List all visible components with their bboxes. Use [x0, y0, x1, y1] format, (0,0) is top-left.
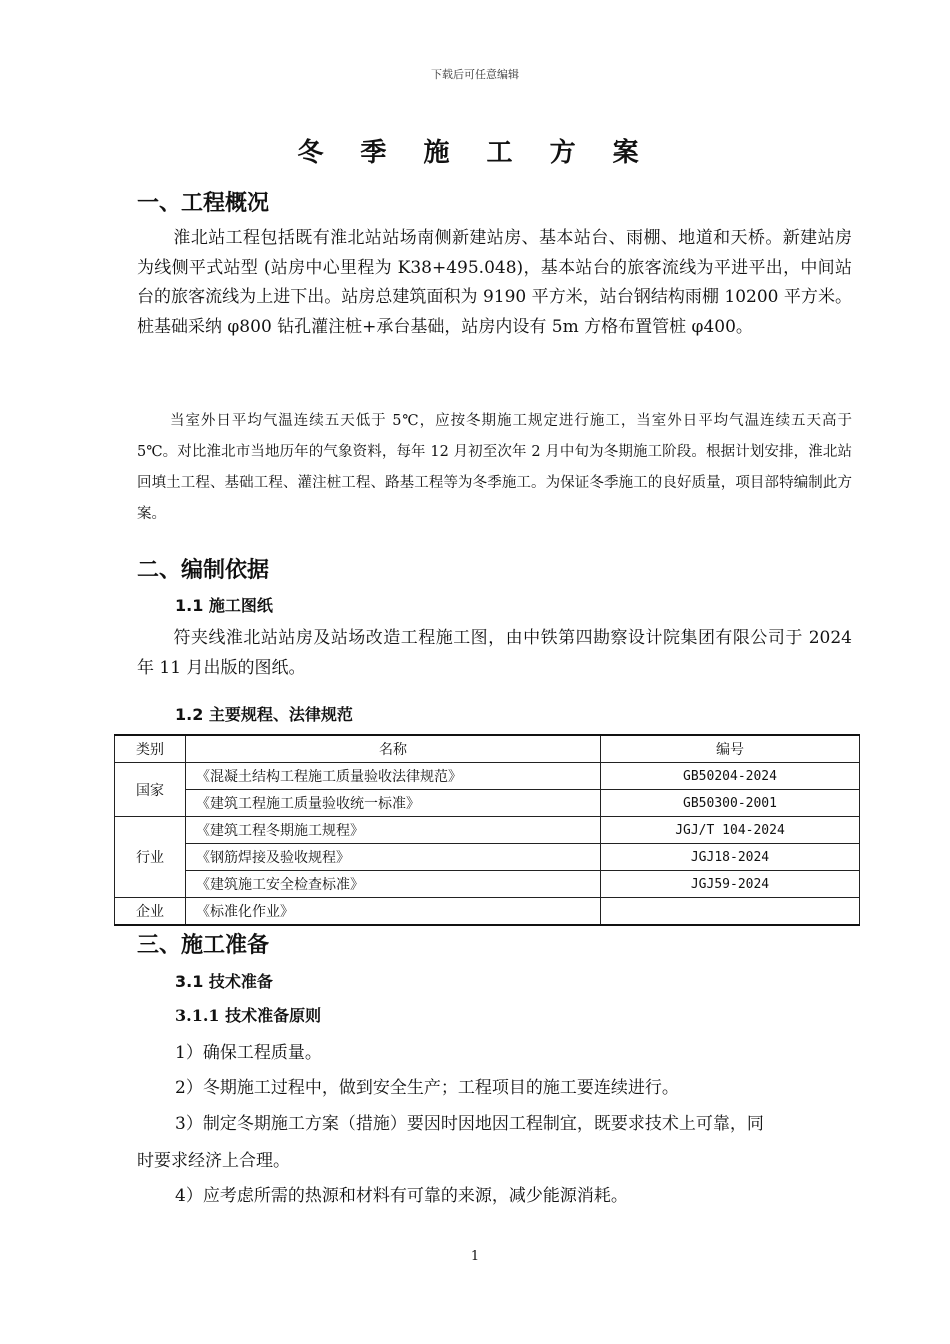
- col-header-category: 类别: [115, 735, 186, 763]
- subheading-standards: 1.2 主要规程、法律规范: [175, 705, 353, 724]
- list-item: 1）确保工程质量。: [175, 1043, 322, 1063]
- category-cell: 企业: [115, 898, 186, 926]
- section-heading-overview: 一、工程概况: [137, 191, 270, 216]
- table-header-row: [115, 735, 860, 763]
- code-cell: JGJ59-2024: [601, 871, 860, 898]
- name-cell: 《钢筋焊接及验收规程》: [186, 844, 601, 871]
- standards-table: [114, 734, 860, 926]
- section-heading-basis: 二、编制依据: [137, 558, 270, 583]
- col-header-code: 编号: [601, 735, 860, 763]
- name-cell: 《建筑施工安全检查标准》: [186, 871, 601, 898]
- table-row: [115, 790, 860, 817]
- overview-paragraph-1: [137, 224, 852, 342]
- subheading-tech-prep: 3.1 技术准备: [175, 972, 273, 991]
- name-cell: 《建筑工程施工质量验收统一标准》: [186, 790, 601, 817]
- name-cell: 《建筑工程冬期施工规程》: [186, 817, 601, 844]
- name-cell: 《标准化作业》: [186, 898, 601, 926]
- list-item: 2）冬期施工过程中，做到安全生产；工程项目的施工要连续进行。: [175, 1078, 679, 1098]
- subheading-tech-prep-principles: 3.1.1 技术准备原则: [175, 1006, 322, 1025]
- code-cell: GB50300-2001: [601, 790, 860, 817]
- overview-paragraph-1-text: 淮北站工程包括既有淮北站站场南侧新建站房、基本站台、雨棚、地道和天桥。新建站房为线侧平式站型 (站房中心里程为 K38+495.048)，基本站台的旅客流线为平进平出，中间站台的旅客流线为上进下出。站房总建筑面积为 9190 平方米，站台钢结构雨棚 10200 平方米。桩基础采纳 φ800 钻孔灌注桩+承台基础，站房内设有 5m 方格布置管桩 φ400。: [137, 228, 852, 337]
- code-cell: GB50204-2024: [601, 763, 860, 790]
- drawings-paragraph: [137, 624, 852, 683]
- table-row: [115, 844, 860, 871]
- list-item: 4）应考虑所需的热源和材料有可靠的来源，减少能源消耗。: [175, 1186, 628, 1206]
- table-row: [115, 871, 860, 898]
- section-heading-preparation: 三、施工准备: [137, 933, 270, 958]
- table-row: [115, 763, 860, 790]
- header-note: 下载后可任意编辑: [431, 68, 519, 81]
- category-cell: 国家: [115, 763, 186, 817]
- col-header-name: 名称: [186, 735, 601, 763]
- name-cell: 《混凝土结构工程施工质量验收法律规范》: [186, 763, 601, 790]
- subheading-drawings: 1.1 施工图纸: [175, 596, 273, 615]
- overview-paragraph-2: [137, 406, 852, 530]
- table-row: [115, 898, 860, 926]
- drawings-paragraph-text: 符夹线淮北站站房及站场改造工程施工图，由中铁第四勘察设计院集团有限公司于 2024 年 11 月出版的图纸。: [137, 628, 852, 678]
- page-number: 1: [470, 1249, 480, 1264]
- list-item-continuation: 时要求经济上合理。: [137, 1151, 290, 1171]
- document-title: 冬 季 施 工 方 案: [297, 138, 653, 168]
- code-cell: [601, 898, 860, 926]
- code-cell: JGJ18-2024: [601, 844, 860, 871]
- list-item: 3）制定冬期施工方案（措施）要因时因地因工程制宜，既要求技术上可靠，同: [175, 1114, 764, 1134]
- category-cell: 行业: [115, 817, 186, 898]
- code-cell: JGJ/T 104-2024: [601, 817, 860, 844]
- overview-paragraph-2-text: 当室外日平均气温连续五天低于 5℃，应按冬期施工规定进行施工，当室外日平均气温连续五天高于 5℃。对比淮北市当地历年的气象资料，每年 12 月初至次年 2 月中旬为冬期施工阶段。根据计划安排，淮北站回填土工程、基础工程、灌注桩工程、路基工程等为冬季施工。为保证冬季施工的良好质量，项目部特编制此方案。: [137, 413, 852, 522]
- table-row: [115, 817, 860, 844]
